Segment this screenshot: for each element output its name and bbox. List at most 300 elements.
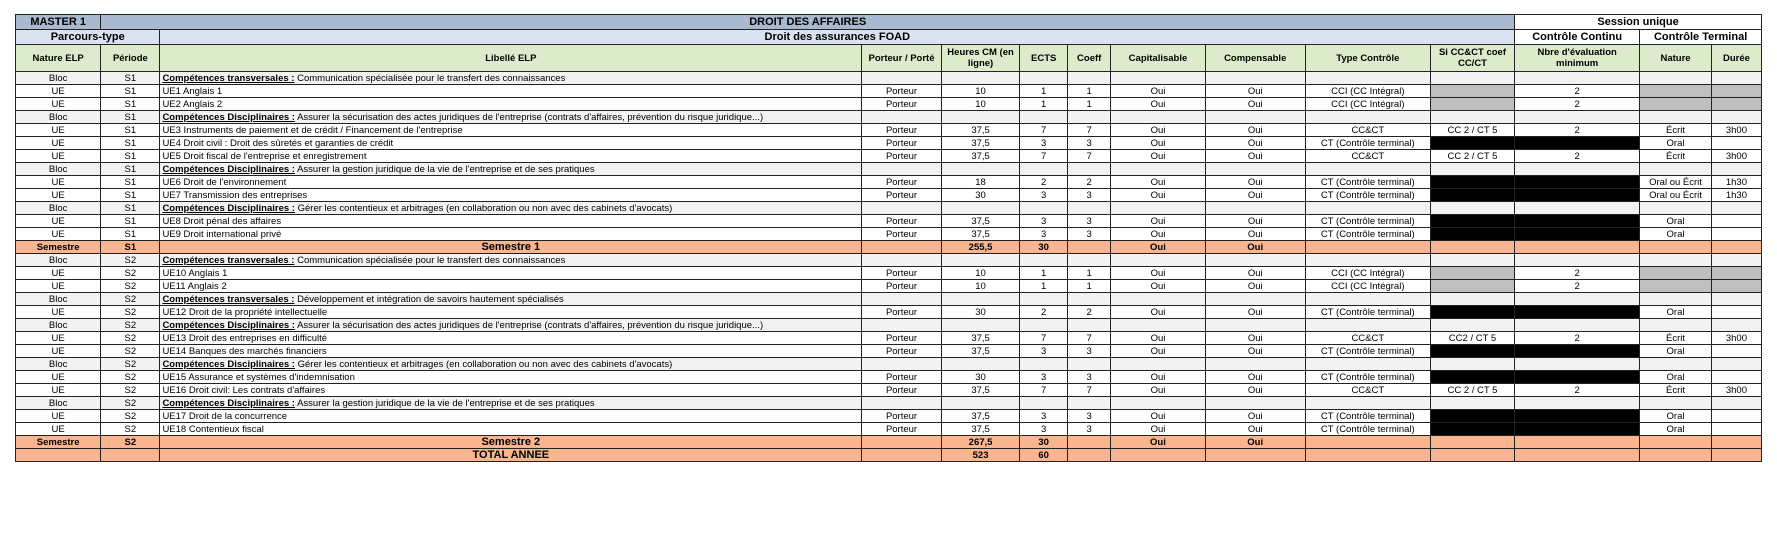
row-coeff: 2 bbox=[1068, 306, 1111, 319]
row-capitalisable: Oui bbox=[1111, 98, 1205, 111]
row-coef-cc-ct bbox=[1430, 137, 1514, 150]
empty-cell bbox=[1020, 319, 1068, 332]
row-coeff: 7 bbox=[1068, 124, 1111, 137]
row-duree bbox=[1711, 371, 1761, 384]
row-type-controle: CCI (CC Intégral) bbox=[1305, 85, 1430, 98]
row-libelle bbox=[160, 319, 862, 332]
empty-cell bbox=[1640, 358, 1712, 371]
row-periode: S2 bbox=[101, 332, 160, 345]
empty-cell bbox=[1305, 319, 1430, 332]
empty-cell bbox=[1430, 72, 1514, 85]
empty-cell bbox=[862, 358, 942, 371]
row-nbre-evaluation: 2 bbox=[1515, 124, 1640, 137]
row-capitalisable: Oui bbox=[1111, 436, 1205, 449]
row-capitalisable: Oui bbox=[1111, 280, 1205, 293]
row-libelle bbox=[160, 202, 862, 215]
row-nbre-evaluation: 2 bbox=[1515, 98, 1640, 111]
row-nature: Semestre bbox=[16, 436, 101, 449]
empty-cell bbox=[1020, 397, 1068, 410]
row-ct-nature: Oral bbox=[1640, 228, 1712, 241]
row-porteur: Porteur bbox=[862, 306, 942, 319]
empty-cell bbox=[1205, 163, 1305, 176]
row-libelle: UE12 Droit de la propriété intellectuelle bbox=[160, 306, 862, 319]
empty-cell bbox=[1711, 397, 1761, 410]
semester-row bbox=[16, 241, 1762, 254]
empty-cell bbox=[1068, 293, 1111, 306]
empty-cell bbox=[1640, 319, 1712, 332]
row-nbre-evaluation bbox=[1515, 228, 1640, 241]
bloc-row bbox=[16, 254, 1762, 267]
competence-description: Développement et intégration de savoirs hautement spécialisés bbox=[294, 293, 564, 305]
bloc-row bbox=[16, 72, 1762, 85]
competence-description: Gérer les contentieux et arbitrages (en collaboration ou non avec des cabinets d'avocats) bbox=[294, 202, 673, 214]
row-libelle: UE7 Transmission des entreprises bbox=[160, 189, 862, 202]
row-heures: 10 bbox=[941, 98, 1019, 111]
column-headers bbox=[16, 45, 1762, 72]
col-compensable: Compensable bbox=[1205, 45, 1305, 72]
row-nature: UE bbox=[16, 85, 101, 98]
row-ct-nature: Oral bbox=[1640, 410, 1712, 423]
empty-cell bbox=[1305, 254, 1430, 267]
competence-label: Compétences Disciplinaires : bbox=[162, 111, 295, 123]
row-compensable: Oui bbox=[1205, 176, 1305, 189]
row-porteur: Porteur bbox=[862, 137, 942, 150]
row-periode: S1 bbox=[101, 176, 160, 189]
row-porteur: Porteur bbox=[862, 384, 942, 397]
empty-cell bbox=[1205, 293, 1305, 306]
row-capitalisable: Oui bbox=[1111, 267, 1205, 280]
row-libelle: UE16 Droit civil: Les contrats d'affaires bbox=[160, 384, 862, 397]
header-row-2 bbox=[16, 30, 1762, 45]
empty-cell bbox=[1430, 111, 1514, 124]
row-libelle: UE15 Assurance et systèmes d'indemnisation bbox=[160, 371, 862, 384]
empty-cell bbox=[862, 449, 942, 462]
row-coef-cc-ct bbox=[1430, 189, 1514, 202]
competence-description: Assurer la sécurisation des actes juridiques de l'entreprise (contrats d'affaires, prévention du risque juridique...) bbox=[294, 319, 764, 331]
row-type-controle: CT (Contrôle terminal) bbox=[1305, 137, 1430, 150]
ue-row bbox=[16, 85, 1762, 98]
row-duree bbox=[1711, 280, 1761, 293]
total-ects: 60 bbox=[1020, 449, 1068, 462]
row-ct-nature: Écrit bbox=[1640, 124, 1712, 137]
row-nbre-evaluation: 2 bbox=[1515, 150, 1640, 163]
ue-row bbox=[16, 306, 1762, 319]
empty-cell bbox=[1711, 241, 1761, 254]
row-libelle: UE18 Contentieux fiscal bbox=[160, 423, 862, 436]
row-libelle: UE10 Anglais 1 bbox=[160, 267, 862, 280]
row-nature: UE bbox=[16, 280, 101, 293]
row-compensable: Oui bbox=[1205, 306, 1305, 319]
row-porteur: Porteur bbox=[862, 176, 942, 189]
empty-cell bbox=[1068, 436, 1111, 449]
row-periode: S1 bbox=[101, 72, 160, 85]
row-coeff: 3 bbox=[1068, 410, 1111, 423]
ue-row bbox=[16, 371, 1762, 384]
empty-cell bbox=[1711, 202, 1761, 215]
col-heures: Heures CM (en ligne) bbox=[941, 45, 1019, 72]
ue-row bbox=[16, 267, 1762, 280]
row-coef-cc-ct bbox=[1430, 371, 1514, 384]
competence-description: Assurer la gestion juridique de la vie de l'entreprise et de ses pratiques bbox=[294, 397, 595, 409]
row-duree bbox=[1711, 228, 1761, 241]
row-ects: 3 bbox=[1020, 215, 1068, 228]
row-periode: S2 bbox=[101, 436, 160, 449]
empty-cell bbox=[16, 449, 101, 462]
competence-label: Compétences Disciplinaires : bbox=[162, 358, 295, 370]
row-coef-cc-ct bbox=[1430, 345, 1514, 358]
row-libelle: UE9 Droit international privé bbox=[160, 228, 862, 241]
empty-cell bbox=[1515, 163, 1640, 176]
row-type-controle: CT (Contrôle terminal) bbox=[1305, 215, 1430, 228]
empty-cell bbox=[1305, 436, 1430, 449]
row-type-controle: CCI (CC Intégral) bbox=[1305, 98, 1430, 111]
row-coeff: 7 bbox=[1068, 384, 1111, 397]
row-ct-nature: Oral bbox=[1640, 215, 1712, 228]
empty-cell bbox=[1640, 72, 1712, 85]
row-periode: S1 bbox=[101, 189, 160, 202]
empty-cell bbox=[1068, 397, 1111, 410]
session-label: Session unique bbox=[1515, 15, 1762, 30]
empty-cell bbox=[1711, 319, 1761, 332]
row-heures: 10 bbox=[941, 267, 1019, 280]
col-coeff: Coeff bbox=[1068, 45, 1111, 72]
row-nature: UE bbox=[16, 215, 101, 228]
row-periode: S2 bbox=[101, 345, 160, 358]
row-nature: UE bbox=[16, 306, 101, 319]
row-libelle: Semestre 1 bbox=[160, 241, 862, 254]
empty-cell bbox=[1111, 72, 1205, 85]
ue-row bbox=[16, 332, 1762, 345]
row-nature: Bloc bbox=[16, 319, 101, 332]
row-ct-nature bbox=[1640, 85, 1712, 98]
row-duree bbox=[1711, 410, 1761, 423]
row-nbre-evaluation bbox=[1515, 410, 1640, 423]
row-ct-nature: Oral ou Écrit bbox=[1640, 189, 1712, 202]
empty-cell bbox=[1711, 436, 1761, 449]
empty-cell bbox=[1111, 111, 1205, 124]
empty-cell bbox=[1020, 202, 1068, 215]
row-duree bbox=[1711, 423, 1761, 436]
empty-cell bbox=[862, 163, 942, 176]
row-nature: Semestre bbox=[16, 241, 101, 254]
row-compensable: Oui bbox=[1205, 267, 1305, 280]
row-nbre-evaluation bbox=[1515, 371, 1640, 384]
row-capitalisable: Oui bbox=[1111, 124, 1205, 137]
competence-description: Communication spécialisée pour le transfert des connaissances bbox=[294, 254, 566, 266]
bloc-row bbox=[16, 202, 1762, 215]
empty-cell bbox=[1430, 449, 1514, 462]
master-label: MASTER 1 bbox=[16, 15, 101, 30]
empty-cell bbox=[941, 111, 1019, 124]
row-compensable: Oui bbox=[1205, 228, 1305, 241]
row-ects: 30 bbox=[1020, 436, 1068, 449]
empty-cell bbox=[1068, 241, 1111, 254]
row-periode: S2 bbox=[101, 384, 160, 397]
empty-cell bbox=[1205, 202, 1305, 215]
row-ects: 7 bbox=[1020, 124, 1068, 137]
empty-cell bbox=[941, 293, 1019, 306]
row-nbre-evaluation bbox=[1515, 423, 1640, 436]
row-duree bbox=[1711, 345, 1761, 358]
row-coef-cc-ct bbox=[1430, 410, 1514, 423]
row-heures: 30 bbox=[941, 371, 1019, 384]
row-porteur: Porteur bbox=[862, 423, 942, 436]
row-ct-nature: Oral bbox=[1640, 371, 1712, 384]
row-type-controle: CT (Contrôle terminal) bbox=[1305, 371, 1430, 384]
row-porteur: Porteur bbox=[862, 98, 942, 111]
row-libelle: UE13 Droit des entreprises en difficulté bbox=[160, 332, 862, 345]
row-coeff: 3 bbox=[1068, 371, 1111, 384]
row-porteur: Porteur bbox=[862, 410, 942, 423]
ue-row bbox=[16, 228, 1762, 241]
empty-cell bbox=[1430, 241, 1514, 254]
empty-cell bbox=[1305, 111, 1430, 124]
row-duree bbox=[1711, 137, 1761, 150]
row-capitalisable: Oui bbox=[1111, 228, 1205, 241]
row-ects: 1 bbox=[1020, 280, 1068, 293]
row-nature: UE bbox=[16, 423, 101, 436]
row-heures: 10 bbox=[941, 280, 1019, 293]
row-libelle bbox=[160, 358, 862, 371]
row-periode: S1 bbox=[101, 228, 160, 241]
row-duree: 1h30 bbox=[1711, 176, 1761, 189]
row-type-controle: CC&CT bbox=[1305, 384, 1430, 397]
row-ct-nature: Oral bbox=[1640, 345, 1712, 358]
empty-cell bbox=[1430, 436, 1514, 449]
empty-cell bbox=[941, 202, 1019, 215]
row-libelle: UE14 Banques des marchés financiers bbox=[160, 345, 862, 358]
row-heures: 37,5 bbox=[941, 384, 1019, 397]
row-porteur: Porteur bbox=[862, 267, 942, 280]
row-porteur: Porteur bbox=[862, 371, 942, 384]
row-nature: UE bbox=[16, 189, 101, 202]
empty-cell bbox=[1020, 111, 1068, 124]
row-ects: 30 bbox=[1020, 241, 1068, 254]
col-nature: Nature ELP bbox=[16, 45, 101, 72]
row-heures: 37,5 bbox=[941, 124, 1019, 137]
row-libelle bbox=[160, 293, 862, 306]
empty-cell bbox=[941, 163, 1019, 176]
row-type-controle: CC&CT bbox=[1305, 124, 1430, 137]
empty-cell bbox=[1515, 111, 1640, 124]
competence-label: Compétences Disciplinaires : bbox=[162, 202, 295, 214]
row-ct-nature: Écrit bbox=[1640, 150, 1712, 163]
row-ects: 1 bbox=[1020, 85, 1068, 98]
empty-cell bbox=[1711, 111, 1761, 124]
row-capitalisable: Oui bbox=[1111, 410, 1205, 423]
row-compensable: Oui bbox=[1205, 85, 1305, 98]
row-duree bbox=[1711, 306, 1761, 319]
competence-description: Communication spécialisée pour le transfert des connaissances bbox=[294, 72, 566, 84]
bloc-row bbox=[16, 111, 1762, 124]
empty-cell bbox=[1020, 254, 1068, 267]
empty-cell bbox=[862, 111, 942, 124]
empty-cell bbox=[1430, 319, 1514, 332]
row-nature: UE bbox=[16, 410, 101, 423]
empty-cell bbox=[1111, 358, 1205, 371]
row-libelle bbox=[160, 163, 862, 176]
empty-cell bbox=[1111, 397, 1205, 410]
row-type-controle: CT (Contrôle terminal) bbox=[1305, 176, 1430, 189]
row-heures: 37,5 bbox=[941, 215, 1019, 228]
row-periode: S1 bbox=[101, 163, 160, 176]
col-nbre-evaluation: Nbre d'évaluation minimum bbox=[1515, 45, 1640, 72]
empty-cell bbox=[1068, 449, 1111, 462]
row-compensable: Oui bbox=[1205, 345, 1305, 358]
empty-cell bbox=[1068, 254, 1111, 267]
row-libelle: UE11 Anglais 2 bbox=[160, 280, 862, 293]
row-periode: S1 bbox=[101, 137, 160, 150]
row-ects: 1 bbox=[1020, 98, 1068, 111]
row-compensable: Oui bbox=[1205, 215, 1305, 228]
row-heures: 30 bbox=[941, 189, 1019, 202]
empty-cell bbox=[862, 436, 942, 449]
empty-cell bbox=[1640, 397, 1712, 410]
row-nbre-evaluation bbox=[1515, 137, 1640, 150]
row-duree bbox=[1711, 267, 1761, 280]
row-periode: S2 bbox=[101, 358, 160, 371]
row-duree bbox=[1711, 85, 1761, 98]
row-capitalisable: Oui bbox=[1111, 306, 1205, 319]
ue-row bbox=[16, 410, 1762, 423]
competence-label: Compétences transversales : bbox=[162, 72, 295, 84]
row-type-controle: CT (Contrôle terminal) bbox=[1305, 345, 1430, 358]
row-capitalisable: Oui bbox=[1111, 332, 1205, 345]
row-heures: 30 bbox=[941, 306, 1019, 319]
row-periode: S2 bbox=[101, 319, 160, 332]
col-type-controle: Type Contrôle bbox=[1305, 45, 1430, 72]
ue-row bbox=[16, 137, 1762, 150]
ue-row bbox=[16, 150, 1762, 163]
empty-cell bbox=[1640, 111, 1712, 124]
row-compensable: Oui bbox=[1205, 98, 1305, 111]
row-libelle: UE3 Instruments de paiement et de crédit / Financement de l'entreprise bbox=[160, 124, 862, 137]
empty-cell bbox=[941, 254, 1019, 267]
row-coef-cc-ct bbox=[1430, 176, 1514, 189]
row-duree: 3h00 bbox=[1711, 124, 1761, 137]
empty-cell bbox=[1640, 241, 1712, 254]
row-compensable: Oui bbox=[1205, 124, 1305, 137]
row-ects: 2 bbox=[1020, 306, 1068, 319]
empty-cell bbox=[1640, 293, 1712, 306]
empty-cell bbox=[1111, 202, 1205, 215]
empty-cell bbox=[1205, 111, 1305, 124]
row-ects: 2 bbox=[1020, 176, 1068, 189]
empty-cell bbox=[1111, 163, 1205, 176]
col-duree: Durée bbox=[1711, 45, 1761, 72]
empty-cell bbox=[1430, 254, 1514, 267]
empty-cell bbox=[1640, 449, 1712, 462]
row-type-controle: CCI (CC Intégral) bbox=[1305, 267, 1430, 280]
empty-cell bbox=[1515, 449, 1640, 462]
empty-cell bbox=[1020, 163, 1068, 176]
row-nbre-evaluation bbox=[1515, 176, 1640, 189]
row-libelle bbox=[160, 111, 862, 124]
row-libelle: UE6 Droit de l'environnement bbox=[160, 176, 862, 189]
row-ects: 3 bbox=[1020, 137, 1068, 150]
ue-row bbox=[16, 124, 1762, 137]
competence-description: Gérer les contentieux et arbitrages (en collaboration ou non avec des cabinets d'avocats) bbox=[294, 358, 673, 370]
program-title: DROIT DES AFFAIRES bbox=[101, 15, 1515, 30]
row-libelle: UE8 Droit pénal des affaires bbox=[160, 215, 862, 228]
empty-cell bbox=[1640, 254, 1712, 267]
row-nature: UE bbox=[16, 137, 101, 150]
row-coeff: 1 bbox=[1068, 98, 1111, 111]
row-heures: 267,5 bbox=[941, 436, 1019, 449]
empty-cell bbox=[1020, 293, 1068, 306]
row-heures: 37,5 bbox=[941, 410, 1019, 423]
empty-cell bbox=[1305, 293, 1430, 306]
empty-cell bbox=[1430, 293, 1514, 306]
row-periode: S1 bbox=[101, 215, 160, 228]
row-heures: 37,5 bbox=[941, 332, 1019, 345]
row-nbre-evaluation: 2 bbox=[1515, 280, 1640, 293]
row-porteur: Porteur bbox=[862, 150, 942, 163]
row-ects: 3 bbox=[1020, 228, 1068, 241]
empty-cell bbox=[1305, 163, 1430, 176]
empty-cell bbox=[1205, 319, 1305, 332]
empty-cell bbox=[1305, 72, 1430, 85]
row-heures: 37,5 bbox=[941, 423, 1019, 436]
empty-cell bbox=[862, 202, 942, 215]
row-coef-cc-ct bbox=[1430, 228, 1514, 241]
row-coef-cc-ct bbox=[1430, 423, 1514, 436]
row-heures: 37,5 bbox=[941, 228, 1019, 241]
row-compensable: Oui bbox=[1205, 371, 1305, 384]
row-nbre-evaluation bbox=[1515, 345, 1640, 358]
row-coef-cc-ct bbox=[1430, 267, 1514, 280]
competence-description: Assurer la gestion juridique de la vie de l'entreprise et de ses pratiques bbox=[294, 163, 595, 175]
row-ct-nature: Écrit bbox=[1640, 332, 1712, 345]
empty-cell bbox=[1020, 72, 1068, 85]
row-capitalisable: Oui bbox=[1111, 345, 1205, 358]
competence-label: Compétences Disciplinaires : bbox=[162, 397, 295, 409]
empty-cell bbox=[1305, 449, 1430, 462]
empty-cell bbox=[1205, 358, 1305, 371]
empty-cell bbox=[1515, 202, 1640, 215]
ue-row bbox=[16, 345, 1762, 358]
row-coeff: 3 bbox=[1068, 423, 1111, 436]
row-heures: 37,5 bbox=[941, 150, 1019, 163]
row-nature: Bloc bbox=[16, 254, 101, 267]
competence-label: Compétences transversales : bbox=[162, 254, 295, 266]
row-periode: S1 bbox=[101, 98, 160, 111]
competence-label: Compétences Disciplinaires : bbox=[162, 319, 295, 331]
empty-cell bbox=[1068, 202, 1111, 215]
semester-row bbox=[16, 436, 1762, 449]
row-libelle: Semestre 2 bbox=[160, 436, 862, 449]
row-porteur: Porteur bbox=[862, 332, 942, 345]
row-type-controle: CT (Contrôle terminal) bbox=[1305, 306, 1430, 319]
row-nature: UE bbox=[16, 98, 101, 111]
row-porteur: Porteur bbox=[862, 189, 942, 202]
row-compensable: Oui bbox=[1205, 332, 1305, 345]
empty-cell bbox=[1068, 319, 1111, 332]
parcours-title: Droit des assurances FOAD bbox=[160, 30, 1515, 45]
row-heures: 18 bbox=[941, 176, 1019, 189]
row-duree: 3h00 bbox=[1711, 332, 1761, 345]
row-capitalisable: Oui bbox=[1111, 423, 1205, 436]
empty-cell bbox=[1111, 319, 1205, 332]
row-ects: 1 bbox=[1020, 267, 1068, 280]
row-libelle: UE2 Anglais 2 bbox=[160, 98, 862, 111]
empty-cell bbox=[1068, 163, 1111, 176]
row-nature: UE bbox=[16, 124, 101, 137]
row-ects: 7 bbox=[1020, 332, 1068, 345]
empty-cell bbox=[1068, 358, 1111, 371]
row-coef-cc-ct bbox=[1430, 85, 1514, 98]
row-duree: 1h30 bbox=[1711, 189, 1761, 202]
